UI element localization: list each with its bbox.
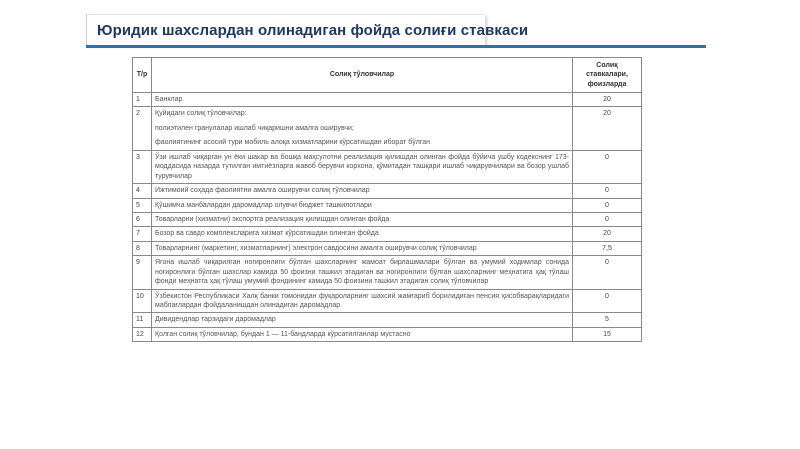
table-body [133, 93, 642, 342]
row-description [152, 256, 573, 289]
description-line: Банклар [155, 96, 183, 103]
description-line: Ўзбекистон Республикаси Халқ банки томонидан фуқароларнинг шахсий жамғариб бориладиган пенсия ҳисобварақларидаги маблағлардан фойдаланишдан олинадиган даромадлар [155, 292, 569, 309]
description-line: Бозор ва савдо комплексларига хизмат кўрсатишдан олинган фойда [155, 230, 379, 238]
row-rate: 0 [573, 256, 642, 289]
row-rate: 7,5 [573, 241, 642, 255]
row-rate: 20 [573, 107, 642, 150]
row-description [152, 212, 573, 226]
row-description [152, 227, 573, 241]
description-line: Ўзи ишлаб чиқарган ун ёки шакар ва бошқа маҳсулотни реализация қилишдан олинган фойда бўйича ушбу кодекснинг 173-моддасида назарда тутилган имтиёзларга жавоб берувчи корхона, қўмитадан ташқари ишлаб чиқарувчилари ва бозор ушлаб турувчилар [155, 153, 569, 180]
description-line: Қўшимча манбалардан даромадлар олувчи бюджет ташкилотлари [155, 201, 372, 209]
row-rate: 0 [573, 289, 642, 313]
column-header-number: Т/р [133, 58, 152, 93]
row-description [152, 150, 573, 183]
description-line: полиэтилен гранулалар ишлаб чиқаришни амалга оширувчи; [155, 124, 354, 132]
row-rate: 15 [573, 327, 642, 341]
row-description [152, 93, 573, 107]
table-row [133, 107, 642, 150]
table-row [133, 212, 642, 226]
row-description [152, 289, 573, 313]
table-header-row [133, 58, 642, 93]
row-number: 6 [133, 212, 152, 226]
row-number: 9 [133, 256, 152, 289]
table-row [133, 289, 642, 313]
title-underline [86, 45, 706, 48]
description-line: Қолган солиқ тўловчилар, бундан 1 — 11-бандларда кўрсатилганлар мустасно [155, 330, 411, 338]
row-number: 5 [133, 198, 152, 212]
row-number: 12 [133, 327, 152, 341]
table-row [133, 93, 642, 107]
table-row [133, 198, 642, 212]
table-row [133, 327, 642, 341]
row-number: 2 [133, 107, 152, 150]
table-row [133, 150, 642, 183]
description-line: Қуйидаги солиқ тўловчилар: [155, 110, 247, 118]
description-line: Дивидендлар тарзидаги даромадлар [155, 316, 276, 324]
row-number: 7 [133, 227, 152, 241]
row-rate: 5 [573, 313, 642, 327]
row-description [152, 198, 573, 212]
row-rate: 0 [573, 150, 642, 183]
row-number: 4 [133, 184, 152, 198]
row-description [152, 184, 573, 198]
table-row [133, 256, 642, 289]
description-line: Товарларнинг (маркетинг, хизматларнинг) электрон савдосини амалга оширувчи солиқ тўловчилар [155, 244, 477, 252]
description-line: Ижтимоий соҳада фаолиятни амалга оширувчи солиқ тўловчилар [155, 187, 370, 195]
row-number: 11 [133, 313, 152, 327]
description-line: Ягона ишлаб чиқарилган ногиронлиги бўлган шахсларнинг жамоат бирлашмалари бўлган ва умумий ходимлар сонида ногиронлиги бўлган шахслар камида 50 фоизни ташкил этадиган ва ногиронлиги бўлган шахсларнинг меҳнатига ҳақ тўлаш фонди меҳнатга ҳақ тўлаш умумий фондининг камида 50 фоизини ташкил этадиган солиқ тўловчилар [155, 259, 569, 286]
column-header-rate: Солиқ ставкалари, фоизларда [573, 58, 642, 93]
row-rate: 20 [573, 93, 642, 107]
row-rate: 0 [573, 212, 642, 226]
row-rate: 0 [573, 184, 642, 198]
page-title: Юридик шахслардан олинадиган фойда солиғи ставкаси [97, 22, 529, 39]
row-number: 1 [133, 93, 152, 107]
tax-rate-table [132, 57, 642, 342]
row-rate: 20 [573, 227, 642, 241]
description-line: фаолиятининг асосий тури мобиль алоқа хизматларини кўрсатишдан иборат бўлган [155, 139, 430, 147]
row-rate: 0 [573, 198, 642, 212]
row-description [152, 327, 573, 341]
table-row [133, 184, 642, 198]
table-row [133, 227, 642, 241]
description-line: Товарларни (хизматни) экспортга реализация қилишдан олинган фойда [155, 215, 390, 223]
row-number: 3 [133, 150, 152, 183]
row-description [152, 107, 573, 150]
table-row [133, 241, 642, 255]
column-header-payers: Солиқ тўловчилар [152, 58, 573, 93]
row-description [152, 241, 573, 255]
row-number: 10 [133, 289, 152, 313]
row-description [152, 313, 573, 327]
table-row [133, 313, 642, 327]
row-number: 8 [133, 241, 152, 255]
